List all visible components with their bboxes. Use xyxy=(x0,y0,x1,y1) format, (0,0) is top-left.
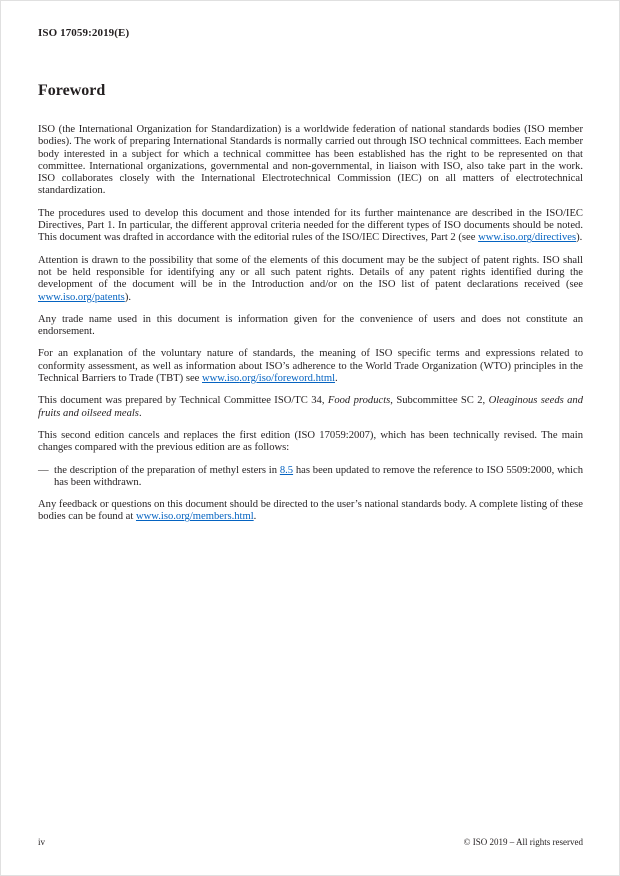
para-iso-description: ISO (the International Organization for Standardization) is a worldwide federation of national standards bodies (ISO member bodies). The work of preparing International Standards is normally carried out through ISO technical committees. Each member body interested in a subject for which a technical committee has been established has the right to be represented on that committee. International organizations, governmental and non-governmental, in liaison with ISO, also take part in the work. ISO collaborates closely with the International Electrotechnical Commission (IEC) on all matters of electrotechnical standardization. xyxy=(38,124,583,197)
para-feedback xyxy=(38,499,583,524)
doc-reference: ISO 17059:2019(E) xyxy=(38,27,130,39)
paragraph-text: For an explanation of the voluntary nature of standards, the meaning of ISO specific terms and expressions related to conformity assessment, as well as information about ISO’s adherence to the World Trade Organization (WTO) principles in the Technical Barriers to Trade (TBT) see xyxy=(38,348,583,385)
link-text-part: www.iso xyxy=(202,373,240,385)
paragraph-text: Attention is drawn to the possibility that some of the elements of this document may be the subject of patent rights. ISO shall not be held responsible for identifying any or all such patent rights. Details of any patent rights identified during the development of the document will be in the Introduction and/or on the ISO list of patent declarations received (see xyxy=(38,254,583,291)
link-iso-directives[interactable]: www.iso.org/directives xyxy=(478,232,577,244)
para-procedures xyxy=(38,208,583,245)
para-trade-name: Any trade name used in this document is information given for the convenience of users and does not constitute an endorsement. xyxy=(38,313,583,338)
paragraph-text: has been updated to remove the reference to ISO 5509:2000, which has been withdrawn. xyxy=(54,464,583,488)
list-dash: — xyxy=(38,464,49,476)
paragraph-text: . xyxy=(138,407,142,419)
committee-name-italic: Food products xyxy=(327,395,391,407)
para-wto-tbt xyxy=(38,348,583,385)
para-committee xyxy=(38,395,583,420)
paragraph-text: The procedures used to develop this document and those intended for its further maintenance are described in the ISO/IEC Directives, Part 1. In particular, the different approval criteria needed for the different types of ISO documents should be noted. This document was drafted in accordance with the editorial rules of the ISO/IEC Directives, Part 2 (see xyxy=(38,207,583,244)
copyright-notice: © ISO 2019 – All rights reserved xyxy=(463,837,583,847)
paragraph-text: ). xyxy=(576,232,583,244)
link-iso-members[interactable]: www.iso.org/members.html xyxy=(135,511,254,523)
paragraph-text: . xyxy=(253,511,257,523)
list-item-text xyxy=(54,465,583,490)
change-list-item xyxy=(38,465,583,490)
link-iso-foreword-page[interactable] xyxy=(202,373,335,384)
page-number: iv xyxy=(38,837,46,847)
foreword-heading: Foreword xyxy=(38,82,106,99)
foreword-section xyxy=(38,82,583,534)
paragraph-text: This document was prepared by Technical Committee ISO/TC 34, xyxy=(38,395,328,407)
paragraph-text: ). xyxy=(124,291,131,303)
para-patent-rights xyxy=(38,255,583,304)
subcommittee-name-italic: Oleaginous seeds and fruits and oilseed meals xyxy=(38,395,584,419)
paragraph-text: . xyxy=(335,373,338,385)
page-footer xyxy=(38,837,583,847)
paragraph-text: Any feedback or questions on this document should be directed to the user’s national standards body. A complete listing of these bodies can be found at xyxy=(38,499,583,523)
link-iso-patents[interactable]: www.iso.org/patents xyxy=(38,291,125,303)
link-clause-8-5[interactable]: 8.5 xyxy=(279,464,294,476)
link-text-part: .org/iso/foreword.html xyxy=(239,373,336,385)
paragraph-text: , Subcommittee SC 2, xyxy=(390,395,489,407)
para-second-edition: This second edition cancels and replaces the first edition (ISO 17059:2007), which has been technically revised. The main changes compared with the previous edition are as follows: xyxy=(38,429,583,454)
paragraph-text: the description of the preparation of methyl esters in xyxy=(54,464,280,476)
